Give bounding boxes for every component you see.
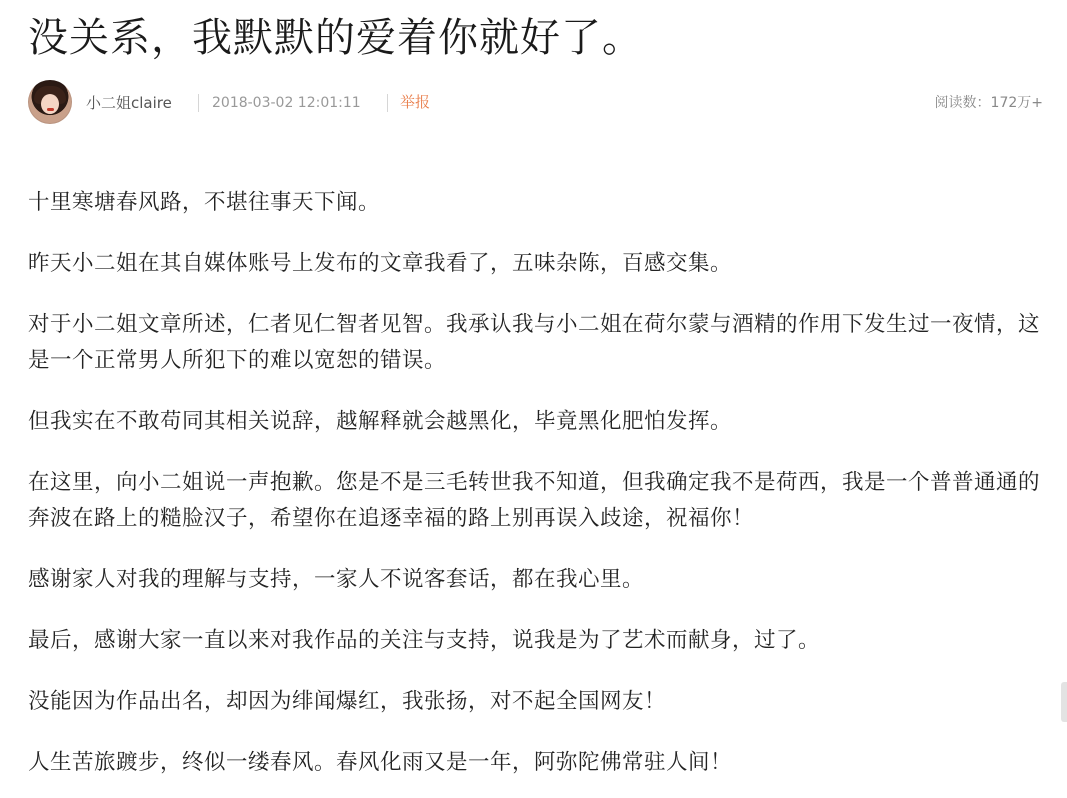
article-title: 没关系，我默默的爱着你就好了。: [28, 15, 643, 61]
article-paragraph: 但我实在不敢苟同其相关说辞，越解释就会越黑化，毕竟黑化肥怕发挥。: [28, 409, 733, 434]
article-paragraph: 昨天小二姐在其自媒体账号上发布的文章我看了，五味杂陈，百感交集。: [28, 251, 733, 276]
author-name[interactable]: 小二姐claire: [86, 94, 172, 112]
article-paragraph: 十里寒塘春风路，不堪往事天下闻。: [28, 190, 381, 215]
read-count: 阅读数：172万+: [934, 95, 1043, 111]
scrollbar-handle[interactable]: [1061, 682, 1067, 722]
report-link[interactable]: 举报: [400, 93, 431, 111]
article-paragraph: 最后，感谢大家一直以来对我作品的关注与支持，说我是为了艺术而献身，过了。: [28, 628, 821, 653]
meta-divider: [387, 94, 388, 112]
article-paragraph: 对于小二姐文章所述，仁者见仁智者见智。我承认我与小二姐在荷尔蒙与酒精的作用下发生过一夜情，这是一个正常男人所犯下的难以宽恕的错误。: [28, 312, 1041, 373]
article-paragraph: 在这里，向小二姐说一声抱歉。您是不是三毛转世我不知道，但我确定我不是荷西，我是一个普普通通的奔波在路上的糙脸汉子，希望你在追逐幸福的路上别再误入歧途，祝福你！: [28, 470, 1041, 531]
meta-divider: [198, 94, 199, 112]
author-avatar[interactable]: [28, 80, 72, 124]
avatar-face: [41, 94, 59, 114]
article-paragraph: 人生苦旅踱步，终似一缕春风。春风化雨又是一年，阿弥陀佛常驻人间！: [28, 750, 733, 775]
article-meta: [28, 80, 1043, 126]
avatar-lips: [47, 108, 54, 111]
article-paragraph: 没能因为作品出名，却因为绯闻爆红，我张扬，对不起全国网友！: [28, 689, 667, 714]
article-body: [28, 185, 1058, 781]
publish-datetime: 2018-03-02 12:01:11: [212, 95, 361, 111]
article-paragraph: 感谢家人对我的理解与支持，一家人不说客套话，都在我心里。: [28, 567, 645, 592]
